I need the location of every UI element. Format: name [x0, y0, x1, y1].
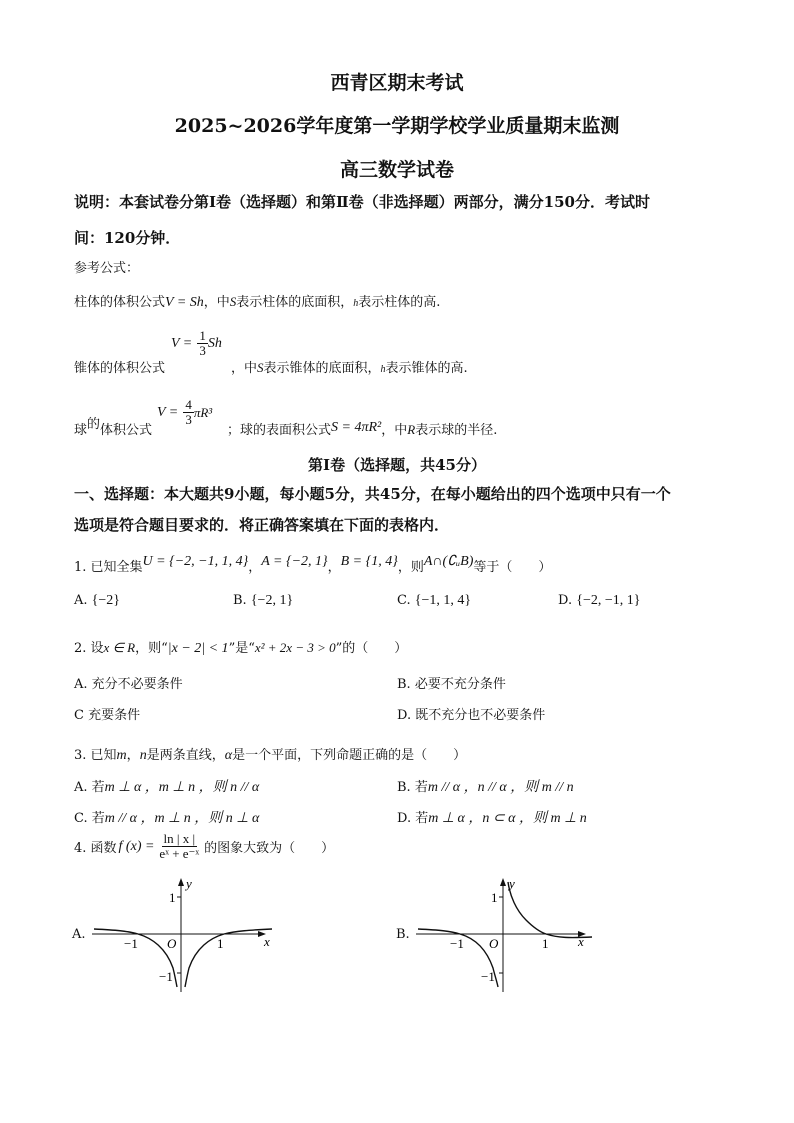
q4-option-a-label[interactable]: A.: [72, 927, 86, 942]
q4-stem-b: 的图象大致为（ ）: [204, 841, 335, 857]
q3-option-b[interactable]: [397, 776, 574, 796]
cone-S-desc: 表示锥体的底面积，: [263, 361, 381, 376]
q2-stem-c: ”是“: [228, 641, 255, 656]
q1-option-a-label: A.: [74, 593, 88, 608]
graph-b-origin: O: [489, 936, 499, 951]
q1-option-d-label: D.: [558, 593, 573, 608]
q3-option-b-text: m // α ，n // α ，则 m // n: [427, 780, 574, 795]
sphere-prefix2: 体积公式: [100, 423, 153, 438]
graph-a-y-arrow: [178, 878, 184, 886]
q1-option-b-label: B.: [233, 593, 247, 608]
q1-option-a-text: {−2}: [91, 593, 121, 608]
q4-fx: f (x) =: [118, 838, 155, 854]
q3-option-a-text: m ⊥ α ，m ⊥ n ，则 n // α: [104, 780, 260, 795]
q2-stem-d: ”的（ ）: [335, 641, 408, 656]
q3-stem-b: 是两条直线，: [146, 748, 225, 763]
section1-instructions-line1: 一、选择题：本大题共9小题，每小题5分，共45分，在每小题给出的四个选项中只有一个: [74, 485, 671, 503]
q1-option-c-text: {−1, 1, 4}: [414, 593, 472, 608]
q2-option-d[interactable]: D. 既不充分也不必要条件: [397, 708, 546, 723]
q1-option-a[interactable]: [74, 593, 120, 609]
sphere-surface: S = 4πR²: [331, 420, 382, 435]
q4-fraction: [157, 832, 201, 862]
q3-option-d[interactable]: [397, 807, 587, 827]
q2-stem-a: 2. 设: [74, 641, 104, 656]
q2-option-a[interactable]: A. 充分不必要条件: [74, 677, 183, 692]
q3-option-c[interactable]: [74, 807, 259, 827]
q2-condition1: |x − 2| < 1: [167, 641, 229, 656]
sphere-R-desc: 表示球的半径.: [415, 423, 498, 438]
graph-b-y-one: 1: [491, 890, 498, 905]
cone-fraction: [197, 329, 208, 359]
graph-b-y-label: y: [509, 876, 515, 891]
q1-comma2: ，: [327, 560, 341, 575]
q1-option-d-text: {−2, −1, 1}: [576, 593, 641, 608]
q3-option-a-label: A. 若: [74, 780, 105, 795]
cone-h-desc: 表示锥体的高.: [385, 361, 468, 376]
q3-stem: [74, 744, 466, 764]
cone-volume-formula: [171, 329, 222, 359]
q4-graph-a[interactable]: [90, 870, 280, 995]
cone-denominator: 3: [199, 343, 206, 359]
sphere-surface-label: ；球的表面积公式: [227, 423, 332, 438]
q2-stem-b: ，则“: [135, 641, 168, 656]
cone-mid: ，中: [231, 361, 258, 376]
q4-stem: [74, 832, 334, 862]
instructions-line1: 说明：本套试卷分第Ⅰ卷（选择题）和第Ⅱ卷（非选择题）两部分，满分150分．考试时: [74, 193, 650, 211]
q3-option-d-label: D. 若: [397, 811, 429, 826]
section1-instructions-line2: 选项是符合题目要求的．将正确答案填在下面的表格内．: [74, 516, 450, 534]
prism-mid: ，中: [203, 295, 230, 310]
prism-formula: V = Sh: [165, 295, 204, 310]
exam-title-line2: 2025~2026学年度第一学期学校学业质量期末监测: [174, 115, 620, 137]
q2-option-b[interactable]: B. 必要不充分条件: [397, 677, 506, 692]
prism-volume-formula: [74, 291, 440, 311]
graph-a-y-one: 1: [169, 890, 176, 905]
q3-option-c-text: m // α ，m ⊥ n ，则 n ⊥ α: [104, 811, 260, 826]
cone-V: V =: [171, 335, 193, 351]
sphere-fraction: [183, 398, 194, 428]
q1-expression: A∩(∁ᵤB): [423, 554, 474, 569]
q3-option-b-label: B. 若: [397, 780, 428, 795]
exam-title-line1: 西青区期末考试: [330, 72, 464, 94]
exam-title-line3: 高三数学试卷: [339, 159, 454, 181]
q4-graph-b[interactable]: [414, 870, 604, 995]
sphere-volume-prefix: [74, 419, 152, 438]
graph-b-x-label: x: [578, 934, 584, 949]
sphere-mid: ，中: [381, 423, 408, 438]
prism-h: h: [353, 298, 359, 309]
sphere-prefix1: 球: [74, 423, 88, 438]
q1-option-b-text: {−2, 1}: [250, 593, 294, 608]
q3-option-a[interactable]: [74, 776, 259, 796]
instructions-line2: 间：120分钟．: [74, 229, 181, 247]
q4-denominator: eˣ + e⁻ˣ: [159, 846, 200, 862]
q1-option-c-label: C.: [397, 593, 411, 608]
q1-option-c[interactable]: [397, 593, 471, 609]
q2-stem: [74, 637, 407, 657]
graph-b-y-arrow: [500, 878, 506, 886]
q1-comma1: ，: [248, 560, 262, 575]
prism-prefix: 柱体的体积公式: [74, 295, 166, 310]
sphere-piR3: πR³: [193, 404, 213, 420]
q1-then: ，则: [397, 560, 424, 575]
sphere-numerator: 4: [185, 397, 192, 412]
cone-h: h: [380, 364, 386, 375]
graph-a-y-label: y: [186, 876, 192, 891]
q1-option-b[interactable]: [233, 593, 293, 609]
q3-option-c-label: C. 若: [74, 811, 105, 826]
cone-Sh: Sh: [207, 335, 222, 351]
graph-b-neg-one-y: −1: [481, 969, 495, 984]
graph-a-x-label: x: [264, 934, 270, 949]
q4-stem-a: 4. 函数: [74, 841, 117, 857]
q1-A-set: A = {−2, 1}: [261, 554, 328, 569]
q1-B-set: B = {1, 4}: [340, 554, 398, 569]
graph-a-one-x: 1: [217, 936, 224, 951]
q2-x-in-R: x ∈ R: [103, 640, 136, 655]
graph-a-neg-one-x: −1: [124, 936, 138, 951]
q3-n: n: [139, 748, 147, 763]
prism-S-desc: 表示柱体的底面积，: [236, 295, 354, 310]
sphere-description: [227, 419, 497, 439]
graph-a-neg-one-y: −1: [159, 969, 173, 984]
q1-stem-a: 1. 已知全集: [74, 560, 143, 575]
graph-b-one-x: 1: [542, 936, 549, 951]
cone-numerator: 1: [199, 328, 206, 343]
sphere-denominator: 3: [185, 412, 192, 428]
graph-b-curve-right: [508, 882, 592, 938]
q1-U-set: U = {−2, −1, 1, 4}: [142, 554, 249, 569]
sphere-volume-formula: [157, 398, 212, 428]
sphere-R: R: [407, 422, 416, 437]
q3-stem-a: 3. 已知: [74, 748, 117, 763]
q2-condition2: x² + 2x − 3 > 0: [254, 640, 336, 655]
graph-a-curve-right: [185, 929, 272, 987]
q3-stem-c: 是一个平面，下列命题正确的是（ ）: [232, 748, 467, 763]
prism-S: S: [229, 294, 237, 309]
q1-option-d[interactable]: [558, 593, 640, 609]
prism-h-desc: 表示柱体的高.: [358, 295, 441, 310]
q4-option-b-label[interactable]: B.: [396, 927, 410, 942]
cone-description: [231, 357, 468, 376]
sphere-V: V =: [157, 404, 179, 420]
q3-m: m: [116, 748, 127, 763]
q2-option-c[interactable]: C 充要条件: [74, 708, 141, 723]
graph-b-neg-one-x: −1: [450, 936, 464, 951]
section1-heading: 第Ⅰ卷（选择题，共45分）: [308, 456, 486, 474]
cone-S: S: [257, 360, 264, 375]
sphere-de: 的: [87, 417, 101, 432]
graph-a-origin: O: [167, 936, 177, 951]
q3-comma: ，: [126, 748, 140, 763]
q3-alpha: α: [224, 748, 233, 763]
reference-formulas-label: 参考公式：: [74, 261, 140, 276]
q1-stem: [74, 556, 551, 576]
q4-numerator: ln | x |: [163, 831, 196, 846]
q3-option-d-text: m ⊥ α ，n ⊂ α ，则 m ⊥ n: [428, 811, 587, 826]
cone-volume-prefix: 锥体的体积公式: [74, 361, 166, 376]
q1-equals: 等于（ ）: [473, 560, 552, 575]
